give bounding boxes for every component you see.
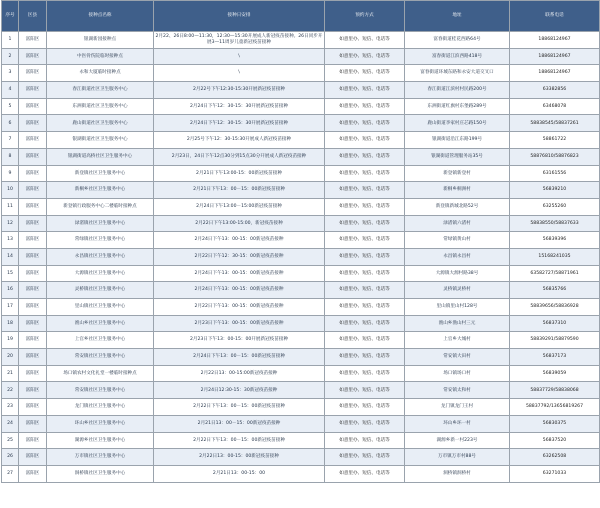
cell-booking-method: 如意里办、短信、电话等 <box>325 98 405 115</box>
cell-seq: 23 <box>2 399 19 416</box>
table-row <box>2 165 600 182</box>
table-row <box>2 332 600 349</box>
cell-booking-method: 如意里办、短信、电话等 <box>325 232 405 249</box>
cell-address: 银湖街道管理服务站35号 <box>405 148 510 165</box>
cell-booking-method: 如意里办、短信、电话等 <box>325 399 405 416</box>
cell-booking-method: 如意里办、短信、电话等 <box>325 148 405 165</box>
cell-address: 大源镇大源村路38号 <box>405 265 510 282</box>
cell-phone: 63468078 <box>510 98 600 115</box>
cell-schedule: 2月22日13：00-15:00新冠疫苗接种 <box>154 365 325 382</box>
table-row <box>2 299 600 316</box>
cell-seq: 17 <box>2 299 19 316</box>
table-row <box>2 415 600 432</box>
cell-phone: 58839291/58879590 <box>510 332 600 349</box>
cell-district: 富阳区 <box>19 198 47 215</box>
cell-address: 东洲街道红旗村东堡路289号 <box>405 98 510 115</box>
cell-seq: 19 <box>2 332 19 349</box>
cell-site-name: 常安镇社区卫生服务中心 <box>47 349 154 366</box>
cell-schedule: 2月23日，24日下午12点30分到15点30分开展成人新冠疫苗接种 <box>154 148 325 165</box>
cell-site-name: 渌渚镇社区卫生服务中心 <box>47 215 154 232</box>
cell-district: 富阳区 <box>19 265 47 282</box>
cell-district: 富阳区 <box>19 65 47 82</box>
table-row <box>2 365 600 382</box>
cell-booking-method: 如意里办、短信、电话等 <box>325 65 405 82</box>
cell-district: 富阳区 <box>19 299 47 316</box>
cell-booking-method: 如意里办、短信、电话等 <box>325 132 405 149</box>
cell-site-name: 新桐乡社区卫生服务中心 <box>47 182 154 199</box>
cell-phone: 56835766 <box>510 282 600 299</box>
table-body <box>2 32 600 483</box>
cell-seq: 5 <box>2 98 19 115</box>
cell-booking-method: 如意里办、短信、电话等 <box>325 248 405 265</box>
cell-schedule: 2月23日下午13：00-15：00新冠疫苗接种 <box>154 315 325 332</box>
cell-booking-method: 如意里办、短信、电话等 <box>325 315 405 332</box>
cell-seq: 15 <box>2 265 19 282</box>
cell-site-name: 湖源乡社区卫生服务中心 <box>47 432 154 449</box>
cell-site-name: 里山镇社区卫生服务中心 <box>47 299 154 316</box>
cell-phone: 56830375 <box>510 415 600 432</box>
cell-district: 富阳区 <box>19 165 47 182</box>
table-row <box>2 349 600 366</box>
cell-seq: 24 <box>2 415 19 432</box>
cell-schedule: 2月24日下午12：30-15：30开展新冠疫苗接种 <box>154 115 325 132</box>
cell-seq: 18 <box>2 315 19 332</box>
table-row <box>2 148 600 165</box>
cell-address: 富春街道江滨西路418号 <box>405 48 510 65</box>
cell-district: 富阳区 <box>19 399 47 416</box>
cell-address: 永昌镇永昌村 <box>405 248 510 265</box>
cell-seq: 4 <box>2 82 19 99</box>
table-row <box>2 182 600 199</box>
cell-booking-method: 如意里办、短信、电话等 <box>325 198 405 215</box>
table-row <box>2 65 600 82</box>
header-phone: 联系电话 <box>510 1 600 32</box>
cell-district: 富阳区 <box>19 182 47 199</box>
cell-phone: 63262508 <box>510 449 600 466</box>
table-row <box>2 132 600 149</box>
cell-booking-method: 如意里办、短信、电话等 <box>325 215 405 232</box>
cell-district: 富阳区 <box>19 98 47 115</box>
cell-site-name: 大源镇社区卫生服务中心 <box>47 265 154 282</box>
cell-district: 富阳区 <box>19 415 47 432</box>
cell-seq: 9 <box>2 165 19 182</box>
table-row <box>2 48 600 65</box>
cell-schedule: 2月24日下午13：00－15：00新冠疫苗接种 <box>154 349 325 366</box>
cell-site-name: 场口镇农村文化礼堂一楼临时接种点 <box>47 365 154 382</box>
cell-schedule: 2月22号下午12:30-15:30开展新冠疫苗接种 <box>154 82 325 99</box>
cell-site-name: 渔山乡社区卫生服务中心 <box>47 315 154 332</box>
cell-district: 富阳区 <box>19 349 47 366</box>
cell-schedule: 2月24日下午13:00－15:00新冠疫苗接种 <box>154 198 325 215</box>
cell-seq: 6 <box>2 115 19 132</box>
cell-address: 灵桥镇灵桥村 <box>405 282 510 299</box>
cell-booking-method: 如意里办、短信、电话等 <box>325 82 405 99</box>
cell-booking-method: 如意里办、短信、电话等 <box>325 115 405 132</box>
cell-booking-method: 如意里办、短信、电话等 <box>325 365 405 382</box>
table-row <box>2 449 600 466</box>
cell-schedule: 2月24日下午13：00-15：00新冠疫苗接种 <box>154 265 325 282</box>
table-row <box>2 265 600 282</box>
cell-schedule: 2月22日下午12：30-15：00新冠疫苗接种 <box>154 248 325 265</box>
cell-phone: 56837310 <box>510 315 600 332</box>
table-row <box>2 232 600 249</box>
cell-seq: 12 <box>2 215 19 232</box>
cell-schedule: 2月22日下午13：00－15：00新冠疫苗接种 <box>154 432 325 449</box>
header-seq: 序号 <box>2 1 19 32</box>
table-row <box>2 82 600 99</box>
cell-address: 常绿镇黄山村 <box>405 232 510 249</box>
cell-booking-method: 如意里办、短信、电话等 <box>325 349 405 366</box>
cell-seq: 22 <box>2 382 19 399</box>
table-row <box>2 465 600 482</box>
cell-district: 富阳区 <box>19 132 47 149</box>
table-row <box>2 432 600 449</box>
cell-phone: 18868124967 <box>510 48 600 65</box>
cell-address: 春江街道江滨村村民路200号 <box>405 82 510 99</box>
cell-schedule: 2月22日下午13：00-15：00新冠疫苗接种 <box>154 299 325 316</box>
cell-phone: 56837173 <box>510 349 600 366</box>
cell-phone: 18868124967 <box>510 65 600 82</box>
cell-site-name: 永昌镇社区卫生服务中心 <box>47 248 154 265</box>
cell-booking-method: 如意里办、短信、电话等 <box>325 332 405 349</box>
cell-site-name: 中医骨伤院临时接种点 <box>47 48 154 65</box>
cell-phone: 58838550/58837633 <box>510 215 600 232</box>
cell-schedule: 2月21日下午13：00－15：00新冠疫苗接种 <box>154 182 325 199</box>
cell-schedule: \ <box>154 65 325 82</box>
cell-address: 银湖街道沿江东路199号 <box>405 132 510 149</box>
cell-schedule: 2月21日13：00-15：00 <box>154 465 325 482</box>
cell-seq: 1 <box>2 32 19 49</box>
cell-schedule: 2月22日13：00-15：00新冠疫苗接种 <box>154 449 325 466</box>
cell-district: 富阳区 <box>19 382 47 399</box>
cell-booking-method: 如意里办、短信、电话等 <box>325 48 405 65</box>
cell-address: 富春街道环城东路和永安大道交叉口 <box>405 65 510 82</box>
cell-seq: 10 <box>2 182 19 199</box>
table-header-row <box>2 1 600 32</box>
cell-seq: 7 <box>2 132 19 149</box>
cell-district: 富阳区 <box>19 48 47 65</box>
cell-address: 鹿山街道李家村庄芯路150号 <box>405 115 510 132</box>
cell-schedule: \ <box>154 48 325 65</box>
cell-site-name: 万市镇社区卫生服务中心 <box>47 449 154 466</box>
cell-phone: 63582727/58871961 <box>510 265 600 282</box>
cell-booking-method: 如意里办、短信、电话等 <box>325 182 405 199</box>
cell-seq: 13 <box>2 232 19 249</box>
cell-site-name: 新登镇行政服务中心二楼临时接种点 <box>47 198 154 215</box>
cell-site-name: 东洲街道社区卫生服务中心 <box>47 98 154 115</box>
cell-seq: 27 <box>2 465 19 482</box>
cell-site-name: 银湖街道高桥社区卫生服务中心 <box>47 148 154 165</box>
header-district: 区县 <box>19 1 47 32</box>
cell-booking-method: 如意里办、短信、电话等 <box>325 432 405 449</box>
cell-site-name: 银湖新园接种点 <box>47 32 154 49</box>
cell-district: 富阳区 <box>19 248 47 265</box>
table-row <box>2 248 600 265</box>
table-row <box>2 115 600 132</box>
cell-phone: 58837792/13656819267 <box>510 399 600 416</box>
cell-site-name: 环山乡社区卫生服务中心 <box>47 415 154 432</box>
cell-schedule: 2月22日下午13：00－15：00新冠疫苗接种 <box>154 399 325 416</box>
cell-district: 富阳区 <box>19 449 47 466</box>
cell-site-name: 上官乡社区卫生服务中心 <box>47 332 154 349</box>
cell-address: 富春街道桂花西路64号 <box>405 32 510 49</box>
header-site-name: 接种点名称 <box>47 1 154 32</box>
cell-phone: 58861722 <box>510 132 600 149</box>
cell-phone: 58876810/58876823 <box>510 148 600 165</box>
cell-phone: 63271033 <box>510 465 600 482</box>
cell-booking-method: 如意里办、短信、电话等 <box>325 282 405 299</box>
cell-district: 富阳区 <box>19 332 47 349</box>
cell-phone: 63255260 <box>510 198 600 215</box>
cell-address: 环山乡环一村 <box>405 415 510 432</box>
table-row <box>2 399 600 416</box>
cell-district: 富阳区 <box>19 32 47 49</box>
cell-schedule: 2月24日12:30-15：30新冠疫苗接种 <box>154 382 325 399</box>
cell-site-name: 银湖街道社区卫生服务中心 <box>47 132 154 149</box>
cell-phone: 58839656/58836928 <box>510 299 600 316</box>
cell-booking-method: 如意里办、短信、电话等 <box>325 382 405 399</box>
cell-phone: 56839210 <box>510 182 600 199</box>
cell-site-name: 洞桥镇社区卫生服务中心 <box>47 465 154 482</box>
cell-district: 富阳区 <box>19 315 47 332</box>
cell-address: 新登镇新城北路52号 <box>405 198 510 215</box>
header-address: 地址 <box>405 1 510 32</box>
cell-phone: 58837729/58838068 <box>510 382 600 399</box>
cell-phone: 56837520 <box>510 432 600 449</box>
cell-district: 富阳区 <box>19 282 47 299</box>
cell-address: 里山镇里山村128号 <box>405 299 510 316</box>
cell-booking-method: 如意里办、短信、电话等 <box>325 165 405 182</box>
cell-booking-method: 如意里办、短信、电话等 <box>325 465 405 482</box>
cell-site-name: 新登镇社区卫生服务中心 <box>47 165 154 182</box>
cell-phone: 58838545/58837261 <box>510 115 600 132</box>
cell-seq: 8 <box>2 148 19 165</box>
cell-seq: 14 <box>2 248 19 265</box>
cell-schedule: 2月25号下午12：30-15:30开展成人新冠疫苗接种 <box>154 132 325 149</box>
cell-phone: 18868124967 <box>510 32 600 49</box>
cell-seq: 11 <box>2 198 19 215</box>
cell-seq: 20 <box>2 349 19 366</box>
cell-phone: 56839059 <box>510 365 600 382</box>
cell-schedule: 2月22日下午13:00-15:00，新冠疫苗接种 <box>154 215 325 232</box>
cell-site-name: 春江街道社区卫生服务中心 <box>47 82 154 99</box>
cell-address: 渌渚镇六渚村 <box>405 215 510 232</box>
cell-address: 新登镇新登村 <box>405 165 510 182</box>
cell-seq: 21 <box>2 365 19 382</box>
cell-site-name: 龙门镇社区卫生服务中心 <box>47 399 154 416</box>
table-row <box>2 282 600 299</box>
cell-district: 富阳区 <box>19 232 47 249</box>
cell-booking-method: 如意里办、短信、电话等 <box>325 32 405 49</box>
cell-address: 常安镇太和村 <box>405 382 510 399</box>
cell-address: 上官乡大城村 <box>405 332 510 349</box>
cell-district: 富阳区 <box>19 365 47 382</box>
cell-phone: 56839396 <box>510 232 600 249</box>
cell-site-name: 鹿山街道社区卫生服务中心 <box>47 115 154 132</box>
cell-schedule: 2月22、26日8:00—11:30，12:30—15:30开展成人新冠疫苗接种。26日同步开展3—11周岁儿童新冠疫苗接种 <box>154 32 325 49</box>
cell-schedule: 2月24日下午13：00-15：00新冠疫苗接种 <box>154 232 325 249</box>
cell-address: 龙门镇龙门王村 <box>405 399 510 416</box>
table-row <box>2 215 600 232</box>
cell-site-name: 永和大厦临时接种点 <box>47 65 154 82</box>
cell-site-name: 常绿镇社区卫生服务中心 <box>47 232 154 249</box>
cell-district: 富阳区 <box>19 82 47 99</box>
cell-site-name: 灵桥镇社区卫生服务中心 <box>47 282 154 299</box>
cell-seq: 25 <box>2 432 19 449</box>
header-schedule: 接种日安排 <box>154 1 325 32</box>
table-row <box>2 382 600 399</box>
cell-address: 场口镇场口村 <box>405 365 510 382</box>
table-row <box>2 198 600 215</box>
cell-schedule: 2月24日下午12：30-15：30开展新冠疫苗接种 <box>154 98 325 115</box>
cell-booking-method: 如意里办、短信、电话等 <box>325 415 405 432</box>
cell-district: 富阳区 <box>19 432 47 449</box>
cell-district: 富阳区 <box>19 115 47 132</box>
cell-address: 渔山乡渔山村三元 <box>405 315 510 332</box>
cell-booking-method: 如意里办、短信、电话等 <box>325 449 405 466</box>
cell-seq: 2 <box>2 48 19 65</box>
header-booking-method: 预约方式 <box>325 1 405 32</box>
table-row <box>2 32 600 49</box>
table-row <box>2 98 600 115</box>
cell-seq: 16 <box>2 282 19 299</box>
cell-address: 万市镇万市村88号 <box>405 449 510 466</box>
cell-schedule: 2月21日下午13:00-15：00新冠疫苗接种 <box>154 165 325 182</box>
cell-district: 富阳区 <box>19 465 47 482</box>
cell-phone: 15168241035 <box>510 248 600 265</box>
cell-district: 富阳区 <box>19 148 47 165</box>
cell-schedule: 2月24日下午13：00-15：00新冠疫苗接种 <box>154 282 325 299</box>
cell-address: 洞桥镇洞桥村 <box>405 465 510 482</box>
table-row <box>2 315 600 332</box>
cell-address: 湖源乡新一村223号 <box>405 432 510 449</box>
cell-address: 新桐乡桐洲村 <box>405 182 510 199</box>
cell-phone: 63161556 <box>510 165 600 182</box>
cell-booking-method: 如意里办、短信、电话等 <box>325 299 405 316</box>
cell-schedule: 2月23日下午13：00-15：00开展新冠疫苗接种 <box>154 332 325 349</box>
cell-site-name: 常安镇社区卫生服务中心 <box>47 382 154 399</box>
cell-booking-method: 如意里办、短信、电话等 <box>325 265 405 282</box>
cell-phone: 63382856 <box>510 82 600 99</box>
vaccination-sites-table <box>1 0 600 483</box>
cell-district: 富阳区 <box>19 215 47 232</box>
cell-schedule: 2月21日13：00－15：00新冠疫苗接种 <box>154 415 325 432</box>
cell-address: 常安镇大田村 <box>405 349 510 366</box>
cell-seq: 3 <box>2 65 19 82</box>
cell-seq: 26 <box>2 449 19 466</box>
